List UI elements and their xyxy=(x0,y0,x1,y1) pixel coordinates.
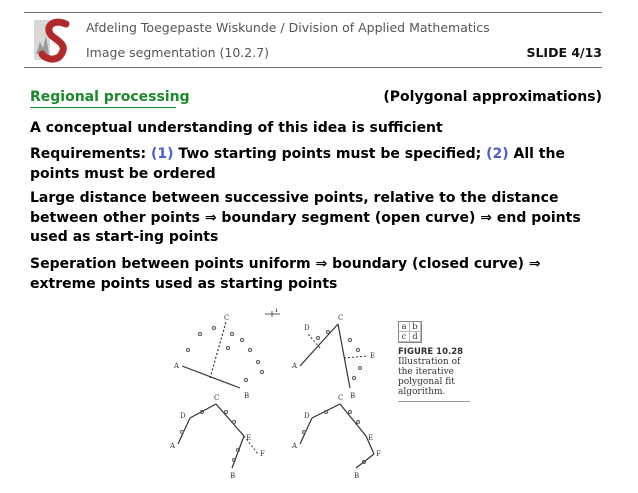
label-b-panel-c: B xyxy=(230,472,236,480)
panel-key-d: d xyxy=(410,332,421,342)
label-a-panel-d: A xyxy=(292,442,298,450)
section-title-underline xyxy=(30,107,176,108)
label-e-panel-b: E xyxy=(370,352,376,360)
figure-panel-c xyxy=(169,394,265,480)
requirement-number-1: (1) xyxy=(151,146,174,162)
paragraph-open-curve: Large distance between successive points, relative to the distance between other points ⇒ boundary segment (open curve) ⇒ end points used as start-ing points xyxy=(30,190,581,245)
header-bottom-rule xyxy=(24,67,602,68)
label-a-panel-c: A xyxy=(170,442,176,450)
panel-key-a: a xyxy=(399,322,410,332)
label-a-panel-b: A xyxy=(292,362,298,370)
slide-header xyxy=(0,0,638,70)
panel-key-grid xyxy=(398,321,422,343)
label-c-panel-c: C xyxy=(214,394,220,402)
label-b-panel-a: B xyxy=(244,392,250,400)
figure-caption-text: Illustration of the iterative polygonal fit algorithm. xyxy=(398,357,461,397)
header-topic: Image segmentation (10.2.7) xyxy=(86,45,270,60)
label-f-panel-d: F xyxy=(376,450,381,458)
header-top-rule xyxy=(24,12,602,13)
section-title: Regional processing xyxy=(30,89,190,105)
requirement-1-text: Two starting points must be specified; xyxy=(173,146,487,162)
label-a-start: A xyxy=(174,362,180,370)
label-b-panel-b: B xyxy=(350,392,356,400)
label-f-panel-c: F xyxy=(260,450,265,458)
label-e-panel-d: E xyxy=(368,434,374,442)
label-e-panel-c: E xyxy=(246,434,252,442)
panel-key-c: c xyxy=(399,332,410,342)
section-subtitle: (Polygonal approximations) xyxy=(383,89,602,105)
label-d-panel-c: D xyxy=(180,412,186,420)
requirements-lead: Requirements: xyxy=(30,146,152,162)
paragraph-requirements xyxy=(30,145,604,184)
label-b-panel-d: B xyxy=(354,472,360,480)
label-d-panel-b: D xyxy=(304,324,310,332)
figure-caption xyxy=(398,314,476,402)
label-threshold-t: T xyxy=(274,308,279,314)
figure-number: FIGURE 10.28 xyxy=(398,347,464,357)
requirement-2-text: All the points must be ordered xyxy=(30,146,565,182)
paragraph-closed-curve: Seperation between points uniform ⇒ boundary (closed curve) ⇒ extreme points used as starting points xyxy=(30,256,541,292)
panel-key-b: b xyxy=(410,322,421,332)
label-d-panel-d: D xyxy=(304,412,310,420)
figure-panel-b xyxy=(291,314,375,400)
label-c-panel-d: C xyxy=(338,394,344,402)
paragraph-conceptual: A conceptual understanding of this idea is sufficient xyxy=(30,120,443,136)
figure-caption-rule xyxy=(398,401,470,402)
figure-panel-d xyxy=(291,394,381,480)
requirement-number-2: (2) xyxy=(486,146,509,162)
header-department: Afdeling Toegepaste Wiskunde / Division of Applied Mathematics xyxy=(86,20,490,35)
label-c-panel-a: C xyxy=(224,314,230,322)
slide-number: SLIDE 4/13 xyxy=(526,45,602,60)
label-c-panel-b: C xyxy=(338,314,344,322)
figure-panel-a xyxy=(173,308,280,400)
university-logo-icon xyxy=(30,14,74,66)
